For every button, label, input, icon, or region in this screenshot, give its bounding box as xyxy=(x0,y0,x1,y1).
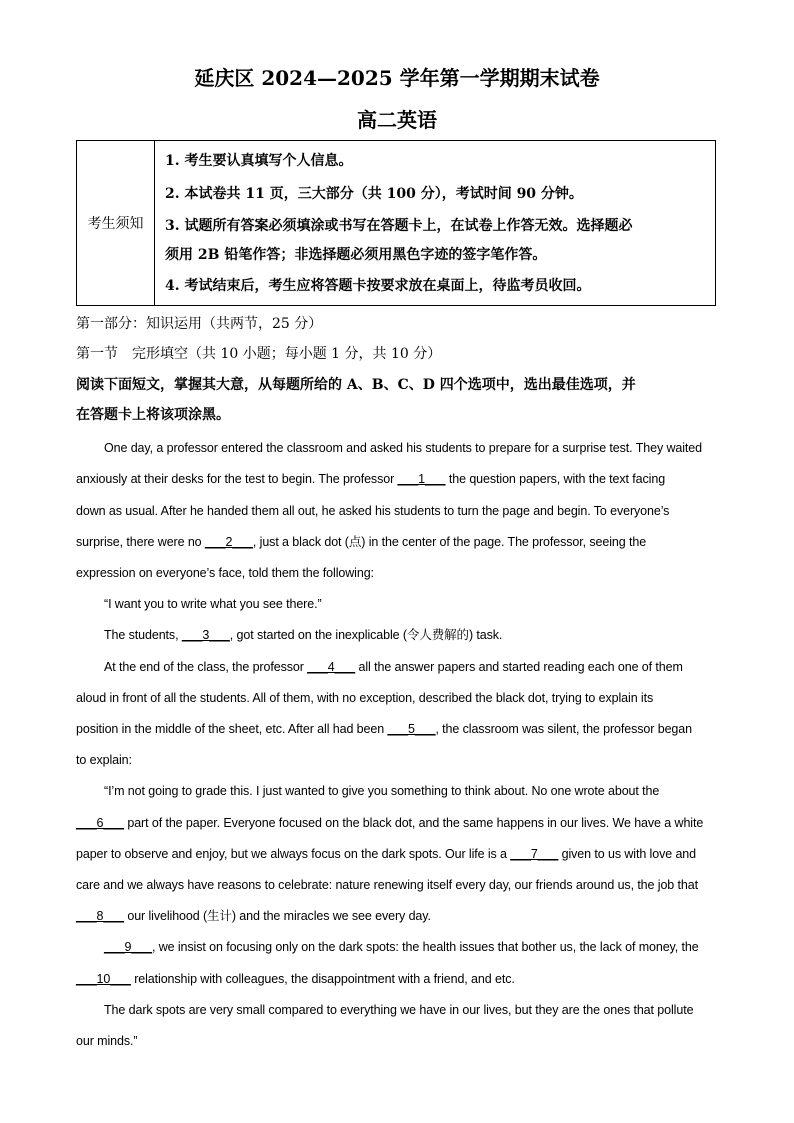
blank-1: ___1___ xyxy=(397,472,446,486)
passage-text: , the classroom was silent, the professor began xyxy=(435,722,692,736)
passage-text: , got started on the inexplicable (令人费解的) task. xyxy=(229,628,503,642)
part-heading: 第一部分：知识运用（共两节，25 分） xyxy=(76,316,323,332)
passage-text: anxiously at their desks for the test to begin. The professor xyxy=(76,472,398,486)
passage-text: all the answer papers and started reading each one of them xyxy=(355,660,683,674)
passage-text: relationship with colleagues, the disappointment with a friend, and etc. xyxy=(130,972,515,986)
passage-text: The students, xyxy=(104,628,182,642)
passage-line: One day, a professor entered the classroom and asked his students to prepare for a surprise test. They waited xyxy=(104,441,702,455)
passage-line xyxy=(104,938,699,956)
blank-9: ___9___ xyxy=(104,940,152,954)
notice-item: 须用 2B 铅笔作答；非选择题必须用黑色字迹的签字笔作答。 xyxy=(165,247,547,263)
notice-item: 4. 考试结束后，考生应将答题卡按要求放在桌面上，待监考员收回。 xyxy=(165,278,591,294)
blank-10: ___10___ xyxy=(76,972,131,986)
exam-subject: 高二英语 xyxy=(357,108,437,132)
passage-text: , we insist on focusing only on the dark spots: the health issues that bother us, the lack of money, the xyxy=(151,940,699,954)
passage-text: our livelihood (生计) and the miracles we see every day. xyxy=(123,909,431,923)
passage-line xyxy=(76,720,692,738)
blank-4: ___4___ xyxy=(307,660,356,674)
blank-8: ___8___ xyxy=(76,909,124,923)
blank-7: ___7___ xyxy=(510,847,559,861)
passage-text: surprise, there were no xyxy=(76,535,205,549)
candidate-notice-table xyxy=(76,140,716,306)
instruction-line: 阅读下面短文，掌握其大意，从每题所给的 A、B、C、D 四个选项中，选出最佳选项，并 xyxy=(76,377,636,393)
passage-line xyxy=(76,907,431,925)
blank-5: ___5___ xyxy=(387,722,436,736)
passage-line: “I’m not going to grade this. I just wanted to give you something to think about. No one wrote about the xyxy=(104,784,660,798)
passage-line: The dark spots are very small compared to everything we have in our lives, but they are the ones that pollute xyxy=(104,1003,694,1017)
passage-line xyxy=(76,845,696,863)
passage-line: our minds.” xyxy=(76,1034,138,1048)
passage-text: position in the middle of the sheet, etc. After all had been xyxy=(76,722,388,736)
instruction-line: 在答题卡上将该项涂黑。 xyxy=(76,407,230,423)
passage-line xyxy=(76,470,665,488)
passage-line: to explain: xyxy=(76,753,132,767)
passage-text: , just a black dot (点) in the center of the page. The professor, seeing the xyxy=(252,535,647,549)
passage-line xyxy=(104,626,502,644)
notice-item: 3. 试题所有答案必须填涂或书写在答题卡上，在试卷上作答无效。选择题必 xyxy=(165,218,633,234)
passage-line: “I want you to write what you see there.” xyxy=(104,597,322,611)
passage-line: expression on everyone’s face, told them the following: xyxy=(76,566,374,580)
notice-item: 1. 考生要认真填写个人信息。 xyxy=(165,153,353,169)
section-heading: 第一节 完形填空（共 10 小题；每小题 1 分，共 10 分） xyxy=(76,346,442,362)
passage-line: aloud in front of all the students. All of them, with no exception, described the black dot, trying to explain its xyxy=(76,691,654,705)
passage-line xyxy=(76,814,703,832)
blank-2: ___2___ xyxy=(204,535,253,549)
passage-text: At the end of the class, the professor xyxy=(104,660,308,674)
exam-title: 延庆区 2024—2025 学年第一学期期末试卷 xyxy=(194,66,600,90)
notice-item: 2. 本试卷共 11 页，三大部分（共 100 分），考试时间 90 分钟。 xyxy=(165,186,583,202)
blank-3: ___3___ xyxy=(181,628,230,642)
passage-text: paper to observe and enjoy, but we always focus on the dark spots. Our life is a xyxy=(76,847,511,861)
passage-line xyxy=(76,970,515,988)
passage-line: care and we always have reasons to celebrate: nature renewing itself every day, our friends around us, the job that xyxy=(76,878,698,892)
passage-text: the question papers, with the text facing xyxy=(445,472,666,486)
passage-line xyxy=(104,658,683,676)
passage-text: part of the paper. Everyone focused on the black dot, and the same happens in our lives. We have a white xyxy=(123,816,704,830)
blank-6: ___6___ xyxy=(76,816,124,830)
passage-text: given to us with love and xyxy=(558,847,697,861)
notice-label: 考生须知 xyxy=(77,141,155,305)
passage-line: down as usual. After he handed them all out, he asked his students to turn the page and begin. To everyone’s xyxy=(76,504,670,518)
passage-line xyxy=(76,533,646,551)
